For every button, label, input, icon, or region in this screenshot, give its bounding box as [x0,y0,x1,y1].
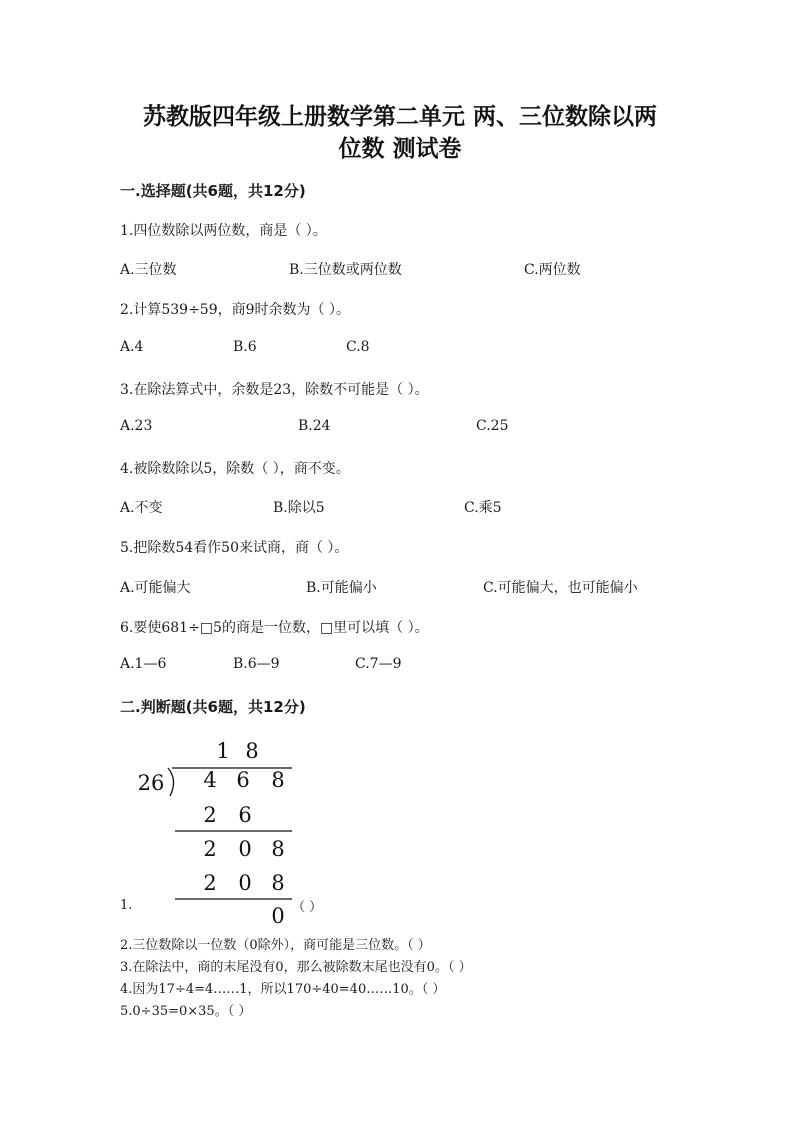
section-heading-judgement: 二.判断题(共6题，共12分) [120,698,306,716]
step-digit: 0 [238,871,252,895]
division-bracket [168,768,174,796]
question-stem: 2.计算539÷59，商9时余数为（ ）。 [120,302,350,318]
question-stem: 3.在除法算式中，余数是23，除数不可能是（ ）。 [120,382,429,398]
option-b: B.除以5 [273,500,325,516]
option-c: C.可能偏大，也可能偏小 [483,580,638,596]
question-stem: 6.要使681÷□5的商是一位数，□里可以填（ ）。 [120,620,429,636]
quotient-digit: 8 [245,739,259,763]
quotient-digit: 1 [216,739,230,763]
option-a: A.4 [120,339,144,355]
option-c: C.25 [476,418,509,434]
option-b: B.三位数或两位数 [289,262,402,278]
long-division-figure [120,730,323,930]
step-digit: 8 [271,871,285,895]
option-a: A.可能偏大 [120,580,191,596]
answer-paren: （ ） [292,900,323,915]
step-digit: 0 [238,837,252,861]
option-a: A.1—6 [120,656,167,672]
option-a: A.不变 [120,500,163,516]
page-title-line1: 苏教版四年级上册数学第二单元 两、三位数除以两 [142,104,657,130]
option-a: A.23 [120,418,153,434]
option-c: C.乘5 [464,500,502,516]
page-title-line2: 位数 测试卷 [338,136,462,162]
option-b: B.6 [233,339,257,355]
section-heading-choice: 一.选择题(共6题，共12分) [120,182,306,200]
dividend-digit: 4 [203,768,217,792]
judge-question: 5.0÷35=0×35。（ ） [120,1004,252,1019]
step-digit: 2 [203,803,217,827]
option-c: C.8 [346,339,370,355]
judge-question: 4.因为17÷4=4……1，所以170÷40=40……10。（ ） [120,982,446,997]
question-stem: 5.把除数54看作50来试商，商（ ）。 [120,540,349,556]
option-c: C.7—9 [355,656,402,672]
remainder-digit: 0 [271,904,285,928]
dividend-digit: 6 [236,768,250,792]
judge-question: 3.在除法中，商的末尾没有0，那么被除数末尾也没有0。（ ） [120,960,472,975]
option-b: B.6—9 [233,656,280,672]
option-b: B.可能偏小 [306,580,377,596]
divisor: 26 [137,771,165,795]
option-a: A.三位数 [120,262,177,278]
judge-question: 2.三位数除以一位数（0除外），商可能是三位数。（ ） [120,938,431,953]
question-stem: 1.四位数除以两位数，商是（ ）。 [120,223,327,239]
question-stem: 4.被除数除以5，除数（ ），商不变。 [120,461,350,477]
step-digit: 2 [203,871,217,895]
dividend-digit: 8 [271,768,285,792]
step-digit: 2 [203,837,217,861]
option-c: C.两位数 [524,262,581,278]
step-digit: 8 [271,837,285,861]
step-digit: 6 [238,803,252,827]
judge-question-number: 1. [120,898,133,913]
option-b: B.24 [298,418,331,434]
